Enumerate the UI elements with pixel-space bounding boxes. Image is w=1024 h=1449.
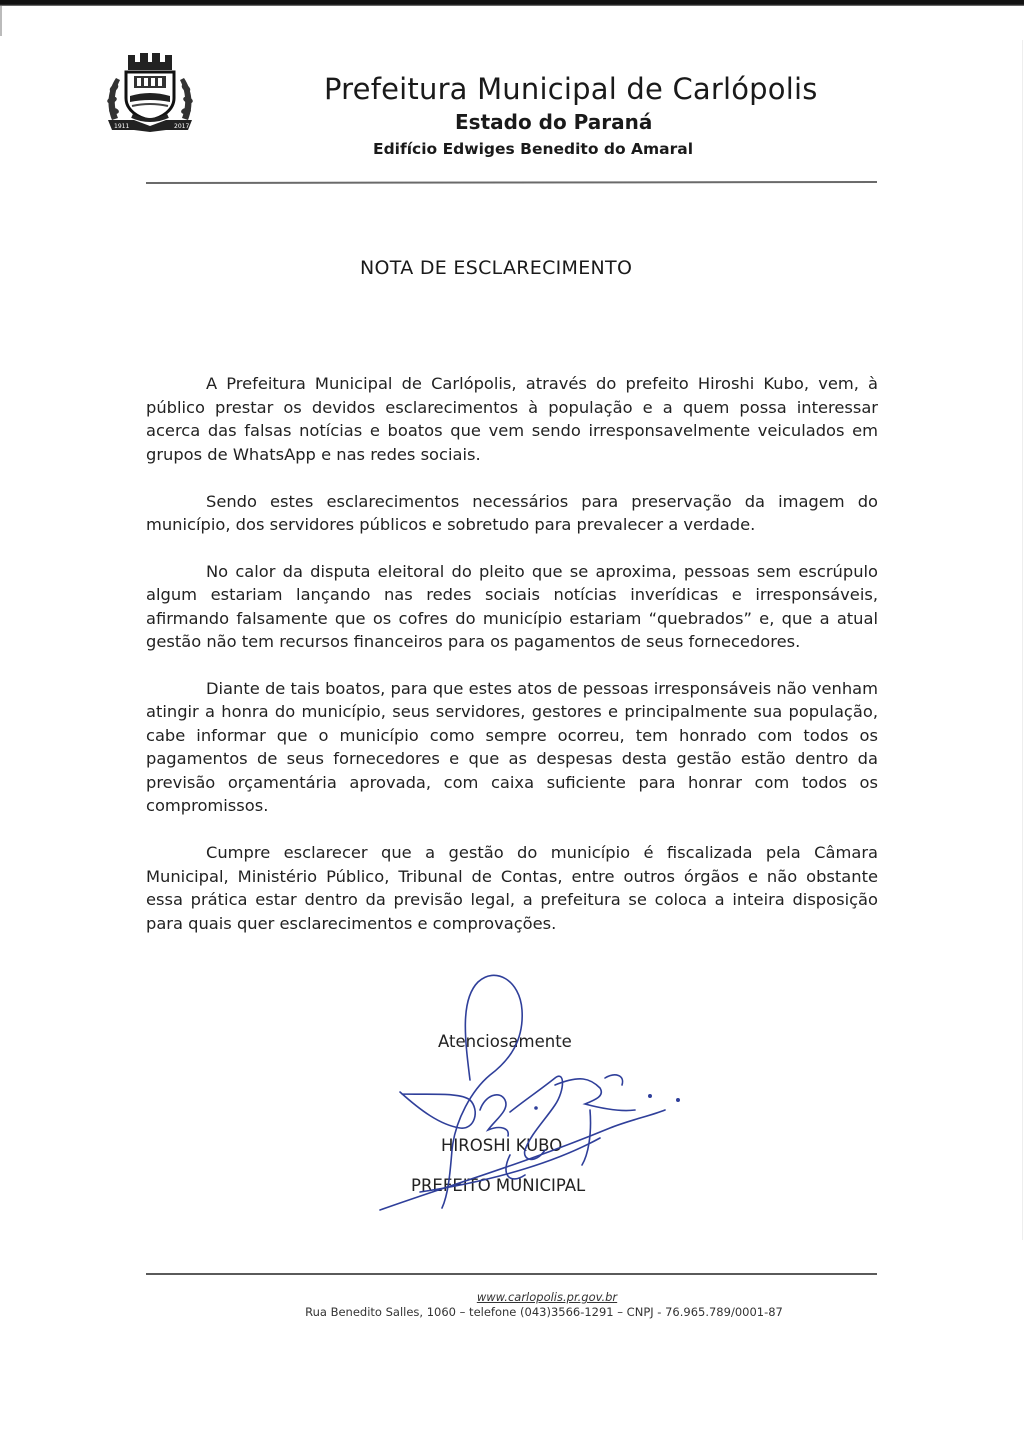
header-building: Edifício Edwiges Benedito do Amaral: [373, 140, 694, 158]
paragraph-1: A Prefeitura Municipal de Carlópolis, através do prefeito Hiroshi Kubo, vem, à público prestar os devidos esclarecimentos à população e a quem possa interessar acerca das falsas notícias e boatos que vem sendo irresponsavelmente veiculados em grupos de WhatsApp e nas redes sociais.: [146, 374, 878, 464]
svg-text:2017: 2017: [174, 123, 190, 130]
closing-text: Atenciosamente: [438, 1032, 572, 1051]
website-link[interactable]: www.carlopolis.pr.gov.br: [476, 1290, 618, 1304]
coat-of-arms-icon: [104, 50, 196, 132]
header-state: Estado do Paraná: [455, 110, 653, 134]
svg-text:1911: 1911: [114, 123, 130, 130]
paragraph-2: Sendo estes esclarecimentos necessários para preservação da imagem do município, dos servidores públicos e sobretudo para prevalecer a verdade.: [146, 491, 878, 534]
footer-divider: [146, 1273, 877, 1275]
footer-address: Rua Benedito Salles, 1060 – telefone (043)3566-1291 – CNPJ - 76.965.789/0001-87: [305, 1305, 783, 1319]
paragraph-5: Cumpre esclarecer que a gestão do município é fiscalizada pela Câmara Municipal, Ministério Público, Tribunal de Contas, entre outros órgãos e não obstante essa prática estar dentro da previsão legal, a prefeitura se coloca a inteira disposição para quais quer esclarecimentos e comprovações.: [146, 843, 878, 933]
document-body: [146, 372, 878, 959]
paragraph-4: Diante de tais boatos, para que estes atos de pessoas irresponsáveis não venham atingir a honra do município, seus servidores, gestores e principalmente sua população, cabe informar que o município como sempre ocorreu, tem honrado com todos os pagamentos de seus fornecedores e que as despesas desta gestão estão dentro da previsão orçamentária aprovada, com caixa suficiente para honrar com todos os compromissos.: [146, 678, 878, 815]
scan-right-edge: [1022, 40, 1023, 1240]
scan-top-border: [0, 0, 1024, 6]
header-divider: [146, 181, 877, 184]
paragraph-3: No calor da disputa eleitoral do pleito que se aproxima, pessoas sem escrúpulo algum estariam lançando nas redes sociais notícias inverídicas e irresponsáveis, afirmando falsamente que os cofres do município estariam “quebrados” e, que a atual gestão não tem recursos financeiros para os pagamentos de seus fornecedores.: [146, 561, 878, 651]
header-title: Prefeitura Municipal de Carlópolis: [324, 72, 818, 106]
scan-left-edge: [0, 6, 2, 36]
signer-role: PREFEITO MUNICIPAL: [411, 1176, 586, 1195]
document-title: NOTA DE ESCLARECIMENTO: [360, 257, 633, 279]
signer-name: HIROSHI KUBO: [441, 1136, 563, 1155]
